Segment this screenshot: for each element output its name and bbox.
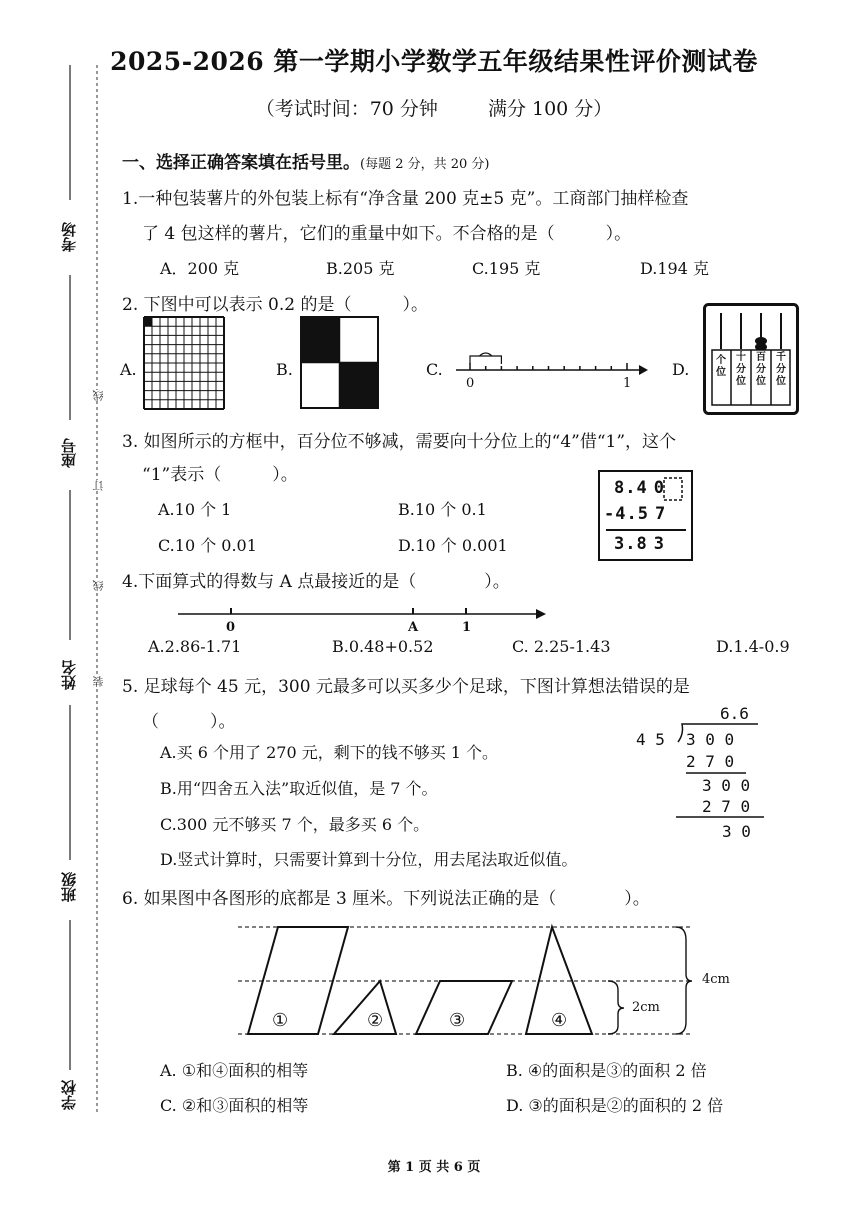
q3-line1: 3. 如图所示的方框中，百分位不够减，需要向十分位上的“4”借“1”，这个 bbox=[122, 432, 677, 452]
cut-mark-ding: 订 bbox=[92, 480, 105, 491]
q1-option-c: C.195 克 bbox=[472, 259, 541, 278]
shape-label-4: ④ bbox=[551, 1010, 568, 1031]
q4-option-d: D.1.4-0.9 bbox=[716, 637, 790, 656]
q4-axis-zero: 0 bbox=[226, 620, 236, 635]
binding-margin bbox=[0, 0, 110, 1227]
q3-calc-row1: 8.4 0 bbox=[614, 478, 665, 498]
field-exam-room: 考场 bbox=[60, 222, 78, 252]
abacus-col-ones: 个位 bbox=[716, 355, 726, 378]
q2-text: 2. 下图中可以表示 0.2 的是（ ）。 bbox=[122, 295, 428, 315]
division-subtract-1: 2 7 0 bbox=[686, 752, 735, 771]
numberline-bracket bbox=[470, 356, 501, 364]
shape-label-1: ① bbox=[272, 1010, 289, 1031]
q2-label-c: C. bbox=[426, 360, 443, 379]
q4-axis-a: A bbox=[408, 620, 419, 635]
shape-label-2: ② bbox=[367, 1010, 384, 1031]
page-number: 第 1 页 共 6 页 bbox=[387, 1160, 481, 1175]
q6-dim-4cm: 4cm bbox=[702, 972, 730, 987]
q6-option-c: C. ②和③面积的相等 bbox=[160, 1096, 309, 1115]
division-subtract-2: 2 7 0 bbox=[702, 797, 751, 816]
q3-option-d: D.10 个 0.001 bbox=[398, 536, 508, 555]
grid-shaded-cell bbox=[144, 317, 152, 326]
section-1-note: (每题 2 分，共 20 分) bbox=[360, 157, 490, 172]
division-remainder-1: 3 0 0 bbox=[702, 776, 751, 795]
q3-line2: “1”表示（ ）。 bbox=[142, 465, 298, 485]
division-divisor: 4 5 bbox=[636, 730, 665, 749]
field-school: 学校 bbox=[60, 1080, 78, 1110]
abacus-col-thousandths: 千分位 bbox=[776, 352, 786, 387]
exam-time: （考试时间：70 分钟 bbox=[255, 98, 438, 120]
q2-abacus bbox=[703, 303, 799, 415]
q6-dim-2cm: 2cm bbox=[632, 1000, 660, 1015]
q1-option-b: B.205 克 bbox=[326, 259, 395, 278]
field-name: 姓名 bbox=[60, 660, 78, 690]
q5-division-figure bbox=[636, 700, 766, 840]
exam-info bbox=[0, 94, 868, 121]
field-seat-number: 座号 bbox=[60, 438, 78, 468]
abacus-col-hundredths: 百分位 bbox=[756, 352, 766, 387]
q6-option-a: A. ①和④面积的相等 bbox=[160, 1061, 309, 1080]
q2-label-d: D. bbox=[672, 360, 690, 379]
q3-option-c: C.10 个 0.01 bbox=[158, 536, 257, 555]
division-dividend: 3 0 0 bbox=[686, 730, 735, 749]
q6-option-d: D. ③的面积是②的面积的 2 倍 bbox=[506, 1096, 724, 1115]
abacus-col-tenths: 十分位 bbox=[736, 352, 746, 387]
q2-square-figure bbox=[300, 316, 380, 410]
numberline-arrow bbox=[639, 365, 648, 375]
q1-option-d: D.194 克 bbox=[640, 259, 709, 278]
cut-mark-xian: 线 bbox=[92, 390, 105, 401]
q3-option-a: A.10 个 1 bbox=[158, 500, 232, 519]
q3-option-b: B.10 个 0.1 bbox=[398, 500, 487, 519]
q5-option-c: C.300 元不够买 7 个，最多买 6 个。 bbox=[160, 815, 430, 834]
q3-subtraction-figure bbox=[598, 470, 694, 562]
q2-number-line bbox=[452, 348, 652, 376]
q1-line1: 1.一种包装薯片的外包装上标有“净含量 200 克±5 克”。工商部门抽样检查 bbox=[122, 189, 689, 209]
division-quotient: 6.6 bbox=[720, 704, 749, 723]
page-title: 2025-2026 第一学期小学数学五年级结果性评价测试卷 bbox=[110, 47, 758, 76]
q4-text: 4.下面算式的得数与 A 点最接近的是（ ）。 bbox=[122, 572, 510, 592]
q1-option-a: A．200 克 bbox=[160, 259, 240, 278]
q4-option-a: A.2.86-1.71 bbox=[148, 637, 242, 656]
q5-line1: 5. 足球每个 45 元，300 元最多可以买多少个足球，下图计算想法错误的是 bbox=[122, 677, 690, 697]
q1-line2: 了 4 包这样的薯片，它们的重量中如下。不合格的是（ ）。 bbox=[142, 224, 632, 244]
q5-option-d: D.竖式计算时，只需要计算到十分位，用去尾法取近似值。 bbox=[160, 850, 578, 869]
q6-text: 6. 如果图中各图形的底都是 3 厘米。下列说法正确的是（ ）。 bbox=[122, 889, 650, 909]
q5-option-b: B.用“四舍五入法”取近似值，是 7 个。 bbox=[160, 779, 438, 798]
field-class: 班级 bbox=[60, 872, 78, 902]
q4-option-b: B.0.48+0.52 bbox=[332, 637, 434, 656]
section-1-title: 一、选择正确答案填在括号里。(每题 2 分，共 20 分) bbox=[122, 153, 490, 173]
q6-option-b: B. ④的面积是③的面积 2 倍 bbox=[506, 1061, 707, 1080]
q2-grid-figure bbox=[142, 315, 226, 411]
q4-axis-one: 1 bbox=[462, 620, 472, 635]
q2-numberline-zero: 0 bbox=[466, 376, 475, 391]
q4-option-c: C. 2.25-1.43 bbox=[512, 637, 611, 656]
q5-option-a: A.买 6 个用了 270 元，剩下的钱不够买 1 个。 bbox=[160, 743, 499, 762]
cut-mark-xian-2: 线 bbox=[92, 580, 105, 591]
cut-mark-zhuang: 装 bbox=[92, 676, 105, 687]
shape-label-3: ③ bbox=[449, 1010, 466, 1031]
division-remainder-2: 3 0 bbox=[722, 822, 751, 841]
q2-label-a: A. bbox=[120, 360, 137, 379]
q5-line2: （ ）。 bbox=[142, 712, 236, 732]
q2-label-b: B. bbox=[276, 360, 293, 379]
q3-calc-row2: -4.5 7 bbox=[604, 504, 667, 524]
q3-calc-row3: 3.8 3 bbox=[614, 534, 665, 554]
q2-numberline-one: 1 bbox=[623, 376, 632, 391]
full-score: 满分 100 分） bbox=[487, 98, 613, 120]
